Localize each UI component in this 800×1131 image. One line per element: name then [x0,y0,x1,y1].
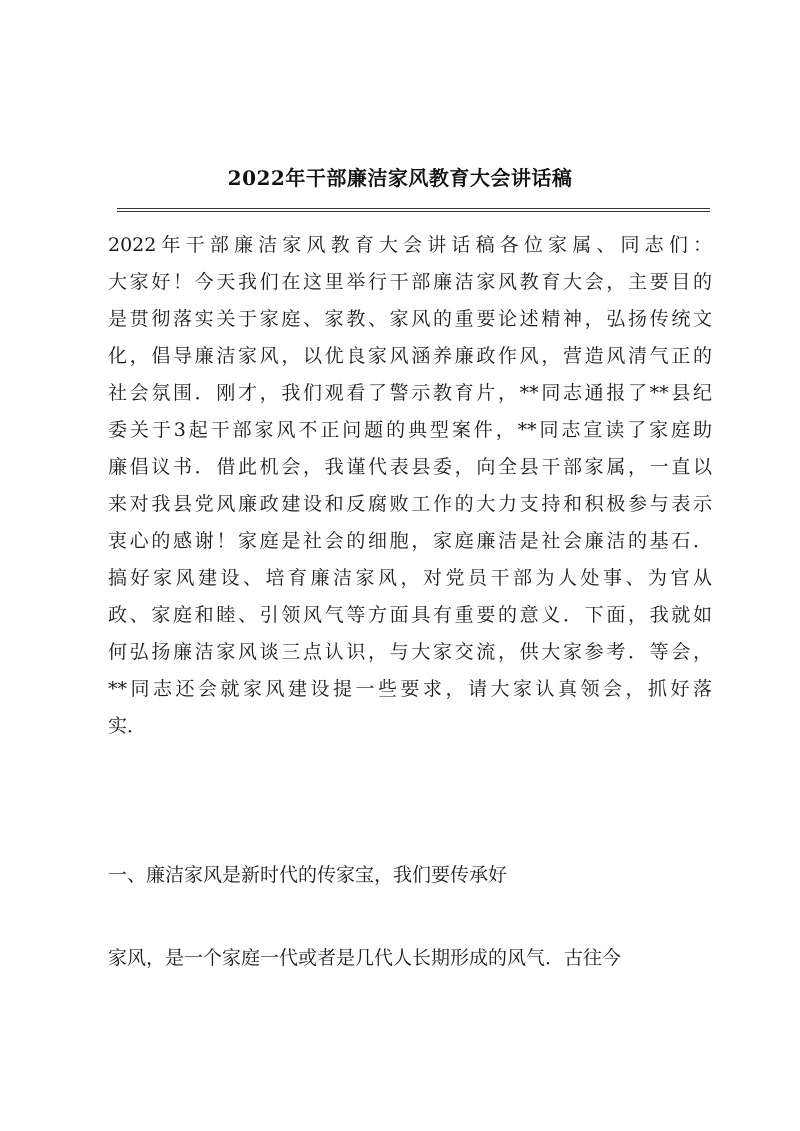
paragraph-line: 2022年干部廉洁家风教育大会讲话稿各位家属、同志们： [108,234,712,256]
paragraph-line: 家风，是一个家庭一代或者是几代人长期形成的风气．古往今 [108,947,622,969]
paragraph-line: 是贯彻落实关于家庭、家教、家风的重要论述精神，弘扬传统文 [108,308,712,330]
section-heading: 一、廉洁家风是新时代的传家宝，我们要传承好 [108,864,508,886]
paragraph-line: 委关于3起干部家风不正问题的典型案件，**同志宣读了家庭助 [108,419,712,441]
paragraph-opening [108,227,712,745]
paragraph-line: 廉倡议书．借此机会，我谨代表县委，向全县干部家属，一直以 [108,456,712,478]
paragraph-line: 化，倡导廉洁家风，以优良家风涵养廉政作风，营造风清气正的 [108,345,712,367]
paragraph-line: 政、家庭和睦、引领风气等方面具有重要的意义．下面，我就如 [108,604,712,626]
paragraph-family-style [108,940,712,977]
document-title: 2022年干部廉洁家风教育大会讲话稿 [227,166,573,190]
paragraph-line: 社会氛围．刚才，我们观看了警示教育片，**同志通报了**县纪 [108,382,712,404]
paragraph-line: 大家好！今天我们在这里举行干部廉洁家风教育大会，主要目的 [108,271,712,293]
paragraph-line: 实． [108,715,147,737]
paragraph-line: 何弘扬廉洁家风谈三点认识，与大家交流，供大家参考．等会， [108,641,712,663]
paragraph-line: **同志还会就家风建设提一些要求，请大家认真领会，抓好落 [108,678,712,700]
paragraph-line: 搞好家风建设、培育廉洁家风，对党员干部为人处事、为官从 [108,567,712,589]
title-divider [117,208,710,212]
paragraph-line: 来对我县党风廉政建设和反腐败工作的大力支持和积极参与表示 [108,493,712,515]
paragraph-line: 衷心的感谢！家庭是社会的细胞，家庭廉洁是社会廉洁的基石． [108,530,712,552]
